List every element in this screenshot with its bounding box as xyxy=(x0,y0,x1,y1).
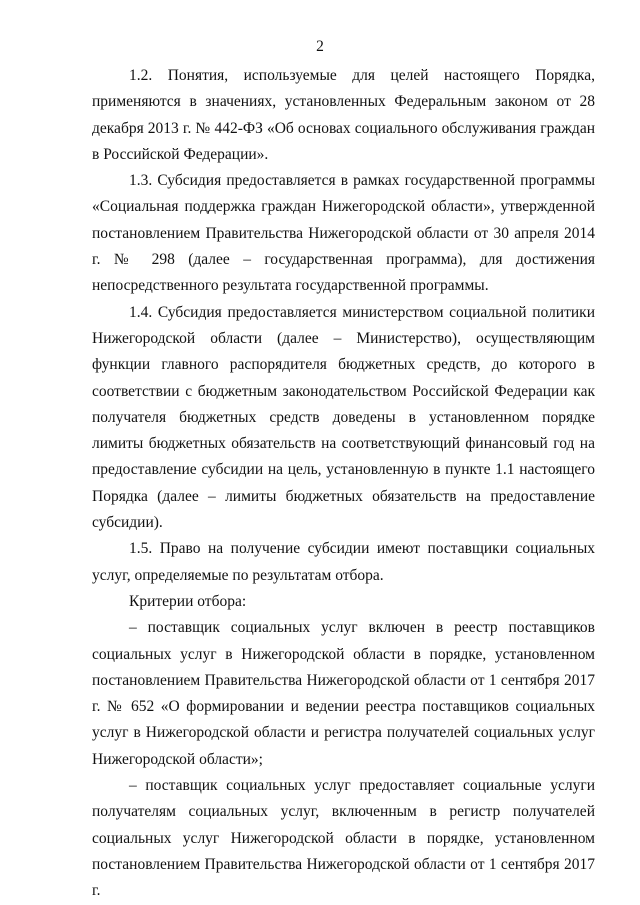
paragraph-1-5: 1.5. Право на получение субсидии имеют поставщики социальных услуг, определяемые по результатам отбора. xyxy=(92,540,595,584)
document-body xyxy=(92,63,595,905)
paragraph-1-2: 1.2. Понятия, используемые для целей настоящего Порядка, применяются в значениях, установленных Федеральным законом от 28 декабря 2013 г. № 442-ФЗ «Об основах социального обслуживания граждан в Российской Федерации». xyxy=(92,67,595,163)
selection-criteria-heading: Критерии отбора: xyxy=(129,592,247,610)
paragraph-1-3: 1.3. Субсидия предоставляется в рамках государственной программы «Социальная поддержка граждан Нижегородской области», утвержденной постановлением Правительства Нижегородской области от 30 апреля 2014 г. № 298 (далее – государственная программа), для достижения непосредственного результата государственной программы. xyxy=(92,172,595,295)
page-number: 2 xyxy=(316,38,324,55)
criterion-registry: – поставщик социальных услуг включен в реестр поставщиков социальных услуг в Нижегородской области в порядке, установленном постановлением Правительства Нижегородской области от 1 сентября 2017 г. № 652 «О формировании и ведении реестра поставщиков социальных услуг в Нижегородской области и регистра получателей социальных услуг Нижегородской области»; xyxy=(92,619,595,768)
paragraph-1-4: 1.4. Субсидия предоставляется министерством социальной политики Нижегородской области (далее – Министерство), осуществляющим функции главного распорядителя бюджетных средств, до которого в соответствии с бюджетным законодательством Российской Федерации как получателя бюджетных средств доведены в установленном порядке лимиты бюджетных обязательств на соответствующий финансовый год на предоставление субсидии на цель, установленную в пункте 1.1 настоящего Порядка (далее – лимиты бюджетных обязательств на предоставление субсидии). xyxy=(92,303,595,532)
criterion-services: – поставщик социальных услуг предоставляет социальные услуги получателям социальных услуг, включенным в регистр получателей социальных услуг Нижегородской области в порядке, установленном постановлением Правительства Нижегородской области от 1 сентября 2017 г. xyxy=(92,777,595,900)
